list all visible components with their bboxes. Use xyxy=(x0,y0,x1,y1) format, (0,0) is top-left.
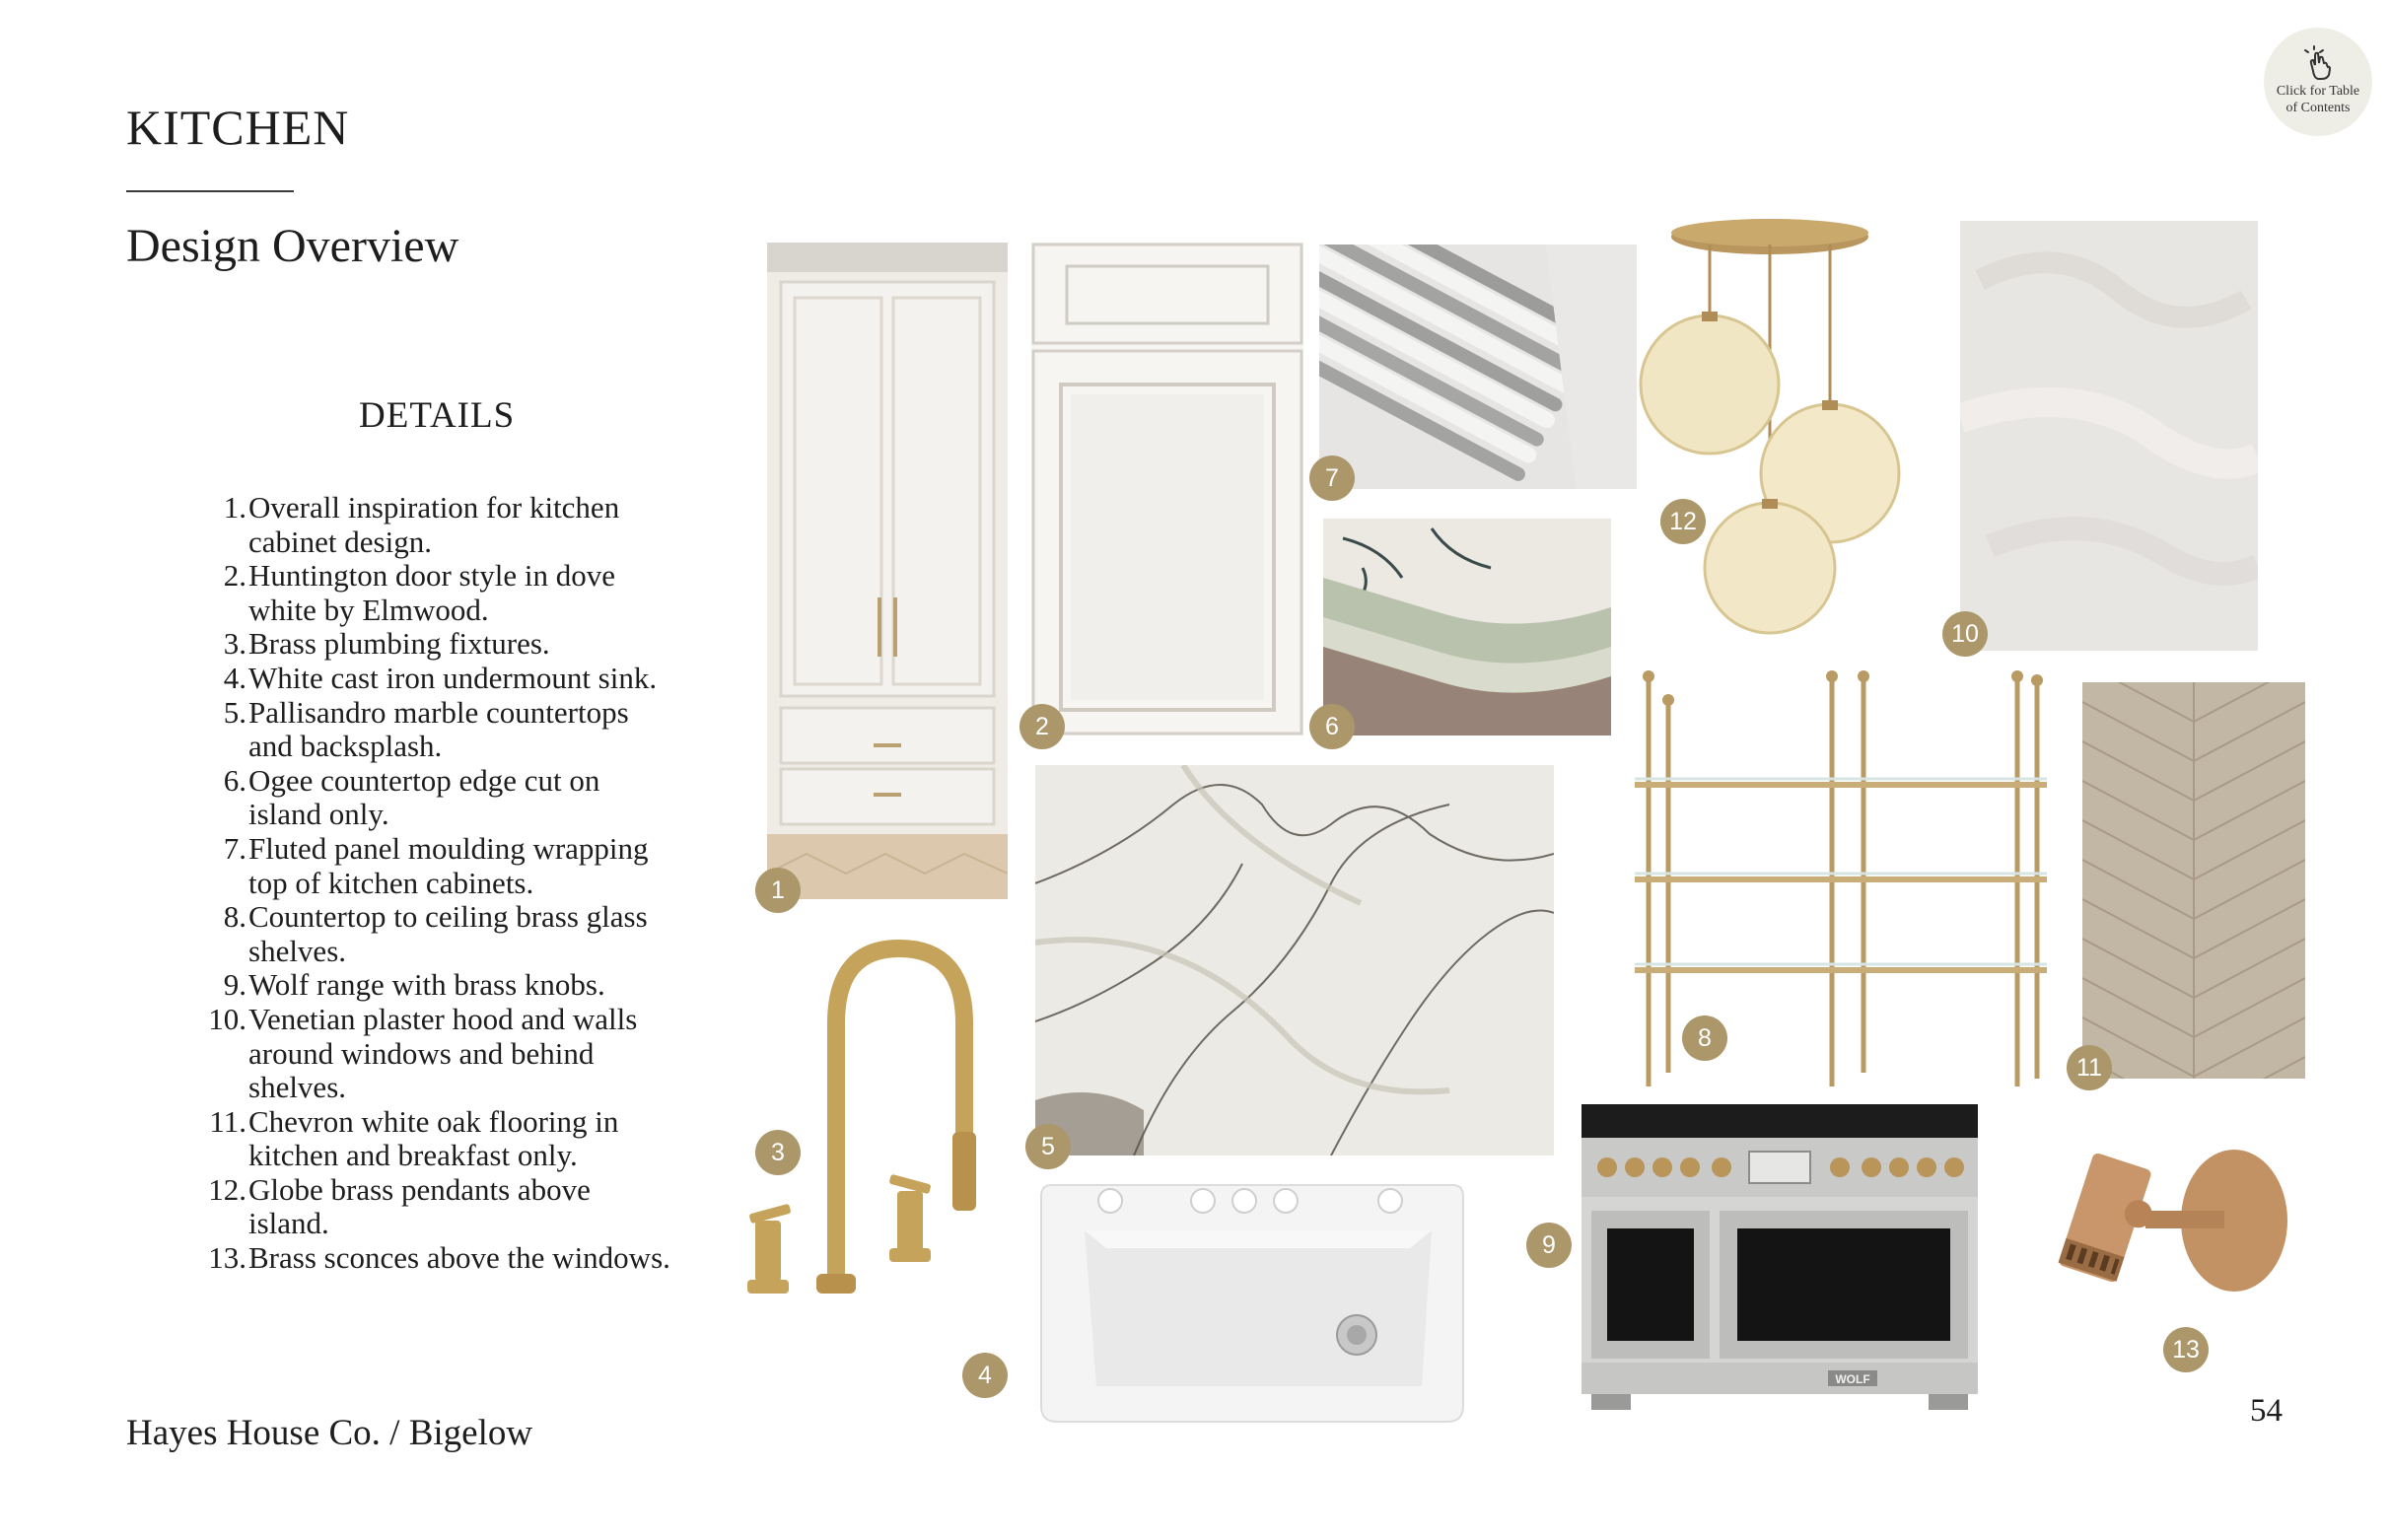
item-badge-5: 5 xyxy=(1025,1124,1071,1169)
toc-label-line2: of Contents xyxy=(2285,101,2351,115)
item-badge-6: 6 xyxy=(1309,704,1355,749)
detail-number: 5. xyxy=(223,694,246,730)
detail-text: Huntington door style in dove white by Elmwood. xyxy=(248,558,615,627)
detail-item xyxy=(197,832,670,900)
detail-text: Fluted panel moulding wrapping top of kitchen cabinets. xyxy=(248,830,649,900)
cabinet-inspiration-image xyxy=(767,243,1008,899)
detail-item xyxy=(197,764,670,832)
page-subtitle: Design Overview xyxy=(126,220,459,272)
detail-number: 4. xyxy=(223,660,246,695)
detail-item xyxy=(197,900,670,968)
detail-text: Venetian plaster hood and walls around windows and behind shelves. xyxy=(248,1001,638,1105)
detail-number: 3. xyxy=(223,626,246,662)
item-badge-2: 2 xyxy=(1019,704,1065,749)
detail-text: Pallisandro marble countertops and backsplash. xyxy=(248,694,629,764)
detail-item xyxy=(197,968,670,1003)
detail-item xyxy=(197,1241,670,1276)
details-list xyxy=(197,491,670,1276)
detail-item xyxy=(197,1105,670,1173)
detail-text: Ogee countertop edge cut on island only. xyxy=(248,762,600,832)
detail-item xyxy=(197,559,670,627)
range-brand-plate: WOLF xyxy=(1835,1372,1870,1386)
title-divider xyxy=(126,190,294,192)
item-badge-7: 7 xyxy=(1309,455,1355,501)
detail-text: Overall inspiration for kitchen cabinet design. xyxy=(248,490,620,559)
detail-number: 7. xyxy=(223,830,246,866)
item-badge-3: 3 xyxy=(755,1130,801,1175)
detail-item xyxy=(197,491,670,559)
footer-credit: Hayes House Co. / Bigelow xyxy=(126,1413,533,1453)
detail-text: Countertop to ceiling brass glass shelves. xyxy=(248,899,648,968)
detail-item xyxy=(197,696,670,764)
detail-text: Brass sconces above the windows. xyxy=(248,1240,670,1276)
details-heading: DETAILS xyxy=(359,395,516,436)
detail-item xyxy=(197,662,670,696)
cast-iron-sink-image xyxy=(1035,1179,1469,1430)
item-badge-4: 4 xyxy=(962,1353,1008,1398)
detail-number: 12. xyxy=(208,1171,246,1207)
detail-number: 6. xyxy=(223,762,246,798)
detail-item xyxy=(197,1173,670,1241)
detail-number: 11. xyxy=(209,1103,246,1139)
pallisandro-marble-sample xyxy=(1035,765,1554,1155)
item-badge-11: 11 xyxy=(2067,1045,2112,1090)
ogee-edge-sample xyxy=(1323,519,1611,735)
detail-number: 2. xyxy=(223,558,246,594)
page-title: KITCHEN xyxy=(126,100,350,155)
brass-sconce-image xyxy=(2037,1132,2293,1349)
item-badge-10: 10 xyxy=(1942,611,1988,657)
detail-number: 9. xyxy=(223,967,246,1003)
item-badge-8: 8 xyxy=(1682,1015,1727,1061)
table-of-contents-link[interactable] xyxy=(2264,28,2372,136)
detail-item xyxy=(197,1003,670,1105)
wolf-range-image xyxy=(1582,1104,1978,1420)
globe-pendant-image xyxy=(1637,215,1903,639)
page-number: 54 xyxy=(2250,1393,2283,1429)
detail-item xyxy=(197,627,670,662)
item-badge-13: 13 xyxy=(2163,1327,2209,1372)
item-badge-12: 12 xyxy=(1660,499,1706,544)
detail-number: 13. xyxy=(208,1240,246,1276)
detail-text: Wolf range with brass knobs. xyxy=(248,967,605,1003)
item-badge-9: 9 xyxy=(1526,1223,1572,1268)
door-style-sample xyxy=(1031,243,1303,735)
brass-faucet-image xyxy=(741,935,1008,1319)
detail-number: 1. xyxy=(223,490,246,525)
venetian-plaster-sample xyxy=(1960,221,2258,651)
toc-label-line1: Click for Table xyxy=(2276,84,2360,99)
detail-text: Brass plumbing fixtures. xyxy=(248,626,550,662)
detail-number: 10. xyxy=(208,1001,246,1036)
detail-text: White cast iron undermount sink. xyxy=(248,660,658,695)
chevron-oak-flooring-sample xyxy=(2082,682,2305,1079)
detail-text: Chevron white oak flooring in kitchen and breakfast only. xyxy=(248,1103,619,1173)
hand-pointer-icon xyxy=(2298,43,2338,81)
item-badge-1: 1 xyxy=(755,868,801,913)
detail-number: 8. xyxy=(223,899,246,935)
detail-text: Globe brass pendants above island. xyxy=(248,1171,591,1241)
fluted-panel-sample xyxy=(1319,245,1637,489)
